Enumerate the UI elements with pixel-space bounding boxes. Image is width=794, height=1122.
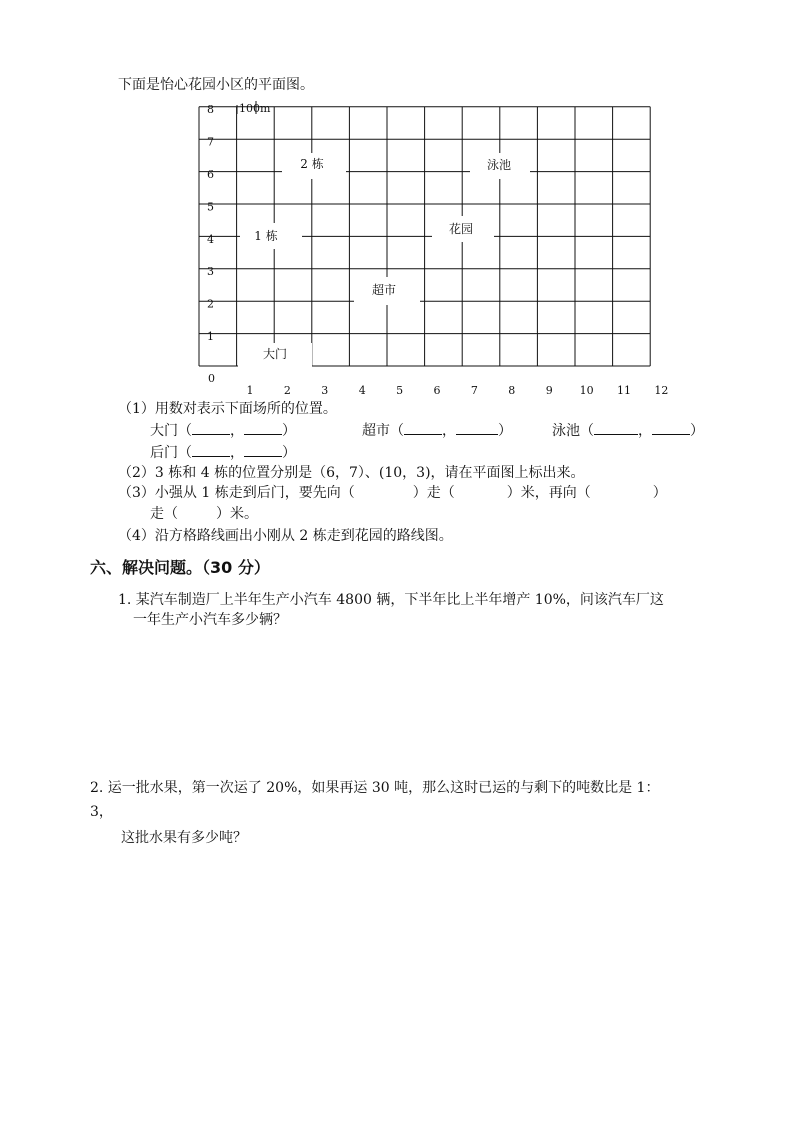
q3-part-a: （3）小强从 1 栋走到后门，要先向（ bbox=[118, 485, 355, 501]
place-building1: 1 栋 bbox=[254, 229, 278, 243]
place-label-backgrounds bbox=[238, 153, 530, 373]
x-tick-label: 6 bbox=[433, 384, 441, 397]
q3-part-b: ）走（ bbox=[412, 485, 455, 501]
q3-part-e: 走（ bbox=[150, 506, 178, 522]
x-tick-label: 11 bbox=[617, 384, 631, 397]
q1-prompt: （1）用数对表示下面场所的位置。 bbox=[118, 401, 337, 417]
q3-part-f: ）米。 bbox=[216, 506, 258, 522]
q1-supermarket-row bbox=[362, 420, 512, 440]
x-tick-label: 5 bbox=[396, 384, 404, 397]
x-tick-label: 7 bbox=[470, 384, 478, 397]
place-garden: 花园 bbox=[448, 222, 474, 236]
close-paren: ） bbox=[690, 423, 704, 439]
y-tick-label: 6 bbox=[207, 168, 214, 181]
problem-2-answer-area[interactable] bbox=[118, 855, 718, 1075]
q1-gate-label: 大门（ bbox=[150, 423, 192, 439]
y-tick-label: 2 bbox=[207, 297, 214, 311]
q3-part-c: ）米，再向（ bbox=[506, 485, 591, 501]
q3-line2 bbox=[150, 505, 258, 523]
comma: ， bbox=[442, 423, 456, 439]
problem-1-line1: 1. 某汽车制造厂上半年生产小汽车 4800 辆，下半年比上半年增产 10%，问该汽车厂这 bbox=[118, 592, 664, 608]
q1-gate-row bbox=[150, 420, 296, 440]
place-pool: 泳池 bbox=[486, 158, 512, 172]
origin-label: 0 bbox=[208, 372, 215, 385]
problem-2-line2: 3， bbox=[90, 804, 113, 820]
backdoor-x-blank[interactable] bbox=[192, 442, 230, 457]
pool-y-blank[interactable] bbox=[652, 420, 690, 435]
place-supermarket: 超市 bbox=[371, 283, 397, 297]
comma: ， bbox=[230, 445, 244, 461]
problem-1-answer-area[interactable] bbox=[118, 635, 718, 765]
y-tick-label: 1 bbox=[207, 330, 214, 343]
problem-2-line1: 2. 运一批水果，第一次运了 20%，如果再运 30 吨，那么这时已运的与剩下的吨数比是 1： bbox=[90, 780, 660, 796]
comma: ， bbox=[638, 423, 652, 439]
q1-backdoor-label: 后门（ bbox=[150, 445, 192, 461]
close-paren: ） bbox=[282, 423, 296, 439]
y-tick-label: 3 bbox=[207, 265, 214, 279]
q3-part-d: ） bbox=[652, 485, 667, 501]
close-paren: ） bbox=[498, 423, 512, 439]
close-paren: ） bbox=[282, 445, 296, 461]
x-tick-label: 3 bbox=[321, 384, 329, 397]
intro-text: 下面是怡心花园小区的平面图。 bbox=[118, 77, 314, 93]
q1-backdoor-row bbox=[150, 442, 296, 462]
q3-line1 bbox=[118, 484, 667, 502]
x-tick-label: 8 bbox=[508, 384, 516, 397]
place-building2: 2 栋 bbox=[300, 157, 324, 171]
gate-x-blank[interactable] bbox=[192, 420, 230, 435]
q1-pool-label: 泳池（ bbox=[552, 423, 594, 439]
q2-text: （2）3 栋和 4 栋的位置分别是（6，7）、(10，3)，请在平面图上标出来。 bbox=[118, 465, 585, 481]
problem-2-line3: 这批水果有多少吨？ bbox=[121, 830, 247, 846]
supermarket-y-blank[interactable] bbox=[456, 420, 498, 435]
backdoor-y-blank[interactable] bbox=[244, 442, 282, 457]
x-tick-label: 10 bbox=[579, 384, 594, 397]
x-tick-label: 12 bbox=[654, 384, 669, 397]
q1-supermarket-label: 超市（ bbox=[362, 423, 404, 439]
q4-text: （4）沿方格路线画出小刚从 2 栋走到花园的路线图。 bbox=[118, 528, 453, 544]
site-map bbox=[0, 95, 794, 415]
y-tick-label: 7 bbox=[207, 135, 214, 149]
comma: ， bbox=[230, 423, 244, 439]
q1-pool-row bbox=[552, 420, 704, 440]
y-tick-label: 8 bbox=[207, 103, 214, 117]
supermarket-x-blank[interactable] bbox=[404, 420, 442, 435]
x-tick-label: 4 bbox=[358, 384, 366, 397]
place-gate: 大门 bbox=[262, 347, 288, 361]
gate-y-blank[interactable] bbox=[244, 420, 282, 435]
problem-1-line2: 一年生产小汽车多少辆？ bbox=[133, 612, 287, 628]
y-tick-label: 5 bbox=[207, 200, 214, 214]
x-tick-label: 2 bbox=[283, 384, 291, 397]
section-6-heading: 六、解决问题。（30 分） bbox=[90, 558, 270, 577]
x-tick-label: 9 bbox=[545, 384, 553, 397]
scale-label: 100m bbox=[239, 102, 271, 115]
pool-x-blank[interactable] bbox=[594, 420, 638, 435]
y-tick-label: 4 bbox=[207, 232, 214, 246]
x-tick-label: 1 bbox=[246, 384, 254, 397]
